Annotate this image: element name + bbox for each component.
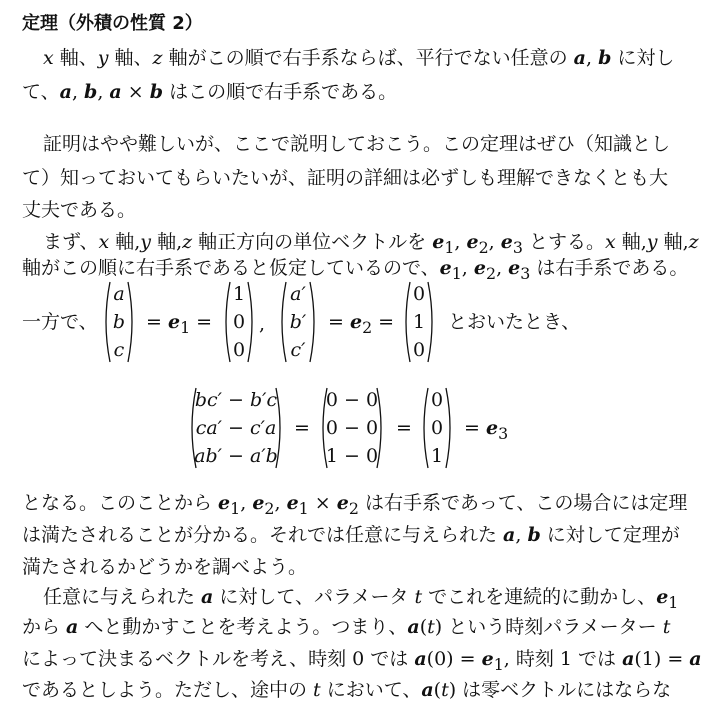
continuity-line-3: によって決まるベクトルを考え、時刻 0 では $a(0) = e_1$, 時刻 1 では a(1) = a [22, 648, 702, 674]
equals-sign-b: = [396, 417, 412, 439]
cross-product-vector: bc′ − b′c ca′ − c′a ab′ − a′b [188, 386, 284, 470]
vector-001: 0 0 1 [420, 386, 454, 470]
conclusion-line-1: となる。このことから $e_1$, $e_2$, $e_1 \times e_2$ は右手系であって、この場合には定理 [22, 492, 688, 518]
conclusion-line-3: 満たされるかどうかを調べよう。 [22, 556, 308, 578]
equals-e2: = $e_2$ = [328, 311, 395, 337]
vector-010: 0 1 0 [402, 280, 436, 364]
difference-vector: 0 − 0 0 − 0 1 − 0 [319, 386, 385, 470]
proof-intro-line-3: 丈夫である。 [22, 199, 137, 221]
proof-step-line-1: まず、x 軸,y 軸,z 軸正方向の単位ベクトルを $e_1$, $e_2$, $e_3$ とする。x 軸,y 軸,z [43, 231, 699, 257]
equation-1-prefix: 一方で、 [22, 311, 98, 333]
equals-e1: = $e_1$ = [146, 311, 213, 337]
continuity-line-2: から a へと動かすことを考えよう。つまり、a(t) という時刻パラメーター t [22, 616, 671, 638]
conclusion-line-2: は満たされることが分かる。それでは任意に与えられた a, b に対して定理が [22, 524, 680, 546]
continuity-line-4: であるとしよう。ただし、途中の t において、a(t) は零ベクトルにはならな [22, 679, 672, 701]
proof-intro-line-2: て）知っておいてもらいたいが、証明の詳細は必ずしも理解できなくとも大 [22, 167, 669, 189]
proof-intro-line-1: 証明はやや難しいが、ここで説明しておこう。この定理はぜひ（知識とし [43, 133, 671, 155]
proof-step-line-2: 軸がこの順に右手系であると仮定しているので、$e_1$, $e_2$, $e_3$ は右手系である。 [22, 257, 689, 283]
vector-abc: a b c [102, 280, 136, 364]
equation-1-suffix: とおいたとき、 [448, 311, 581, 333]
vector-abc-prime: a′ b′ c′ [278, 280, 318, 364]
theorem-statement-line-2: て、a, b, a × b はこの順で右手系である。 [22, 81, 398, 103]
equals-e3: = $e_3$ [464, 417, 509, 443]
theorem-statement-line-1: x 軸、y 軸、z 軸がこの順で右手系ならば、平行でない任意の a, b に対し [43, 47, 675, 69]
vector-100: 1 0 0 [222, 280, 256, 364]
equals-sign-a: = [294, 417, 310, 439]
comma: , [259, 313, 266, 335]
continuity-line-1: 任意に与えられた a に対して、パラメータ t でこれを連続的に動かし、$e_1$ [43, 586, 679, 612]
theorem-title: 定理（外積の性質 2） [22, 13, 203, 34]
